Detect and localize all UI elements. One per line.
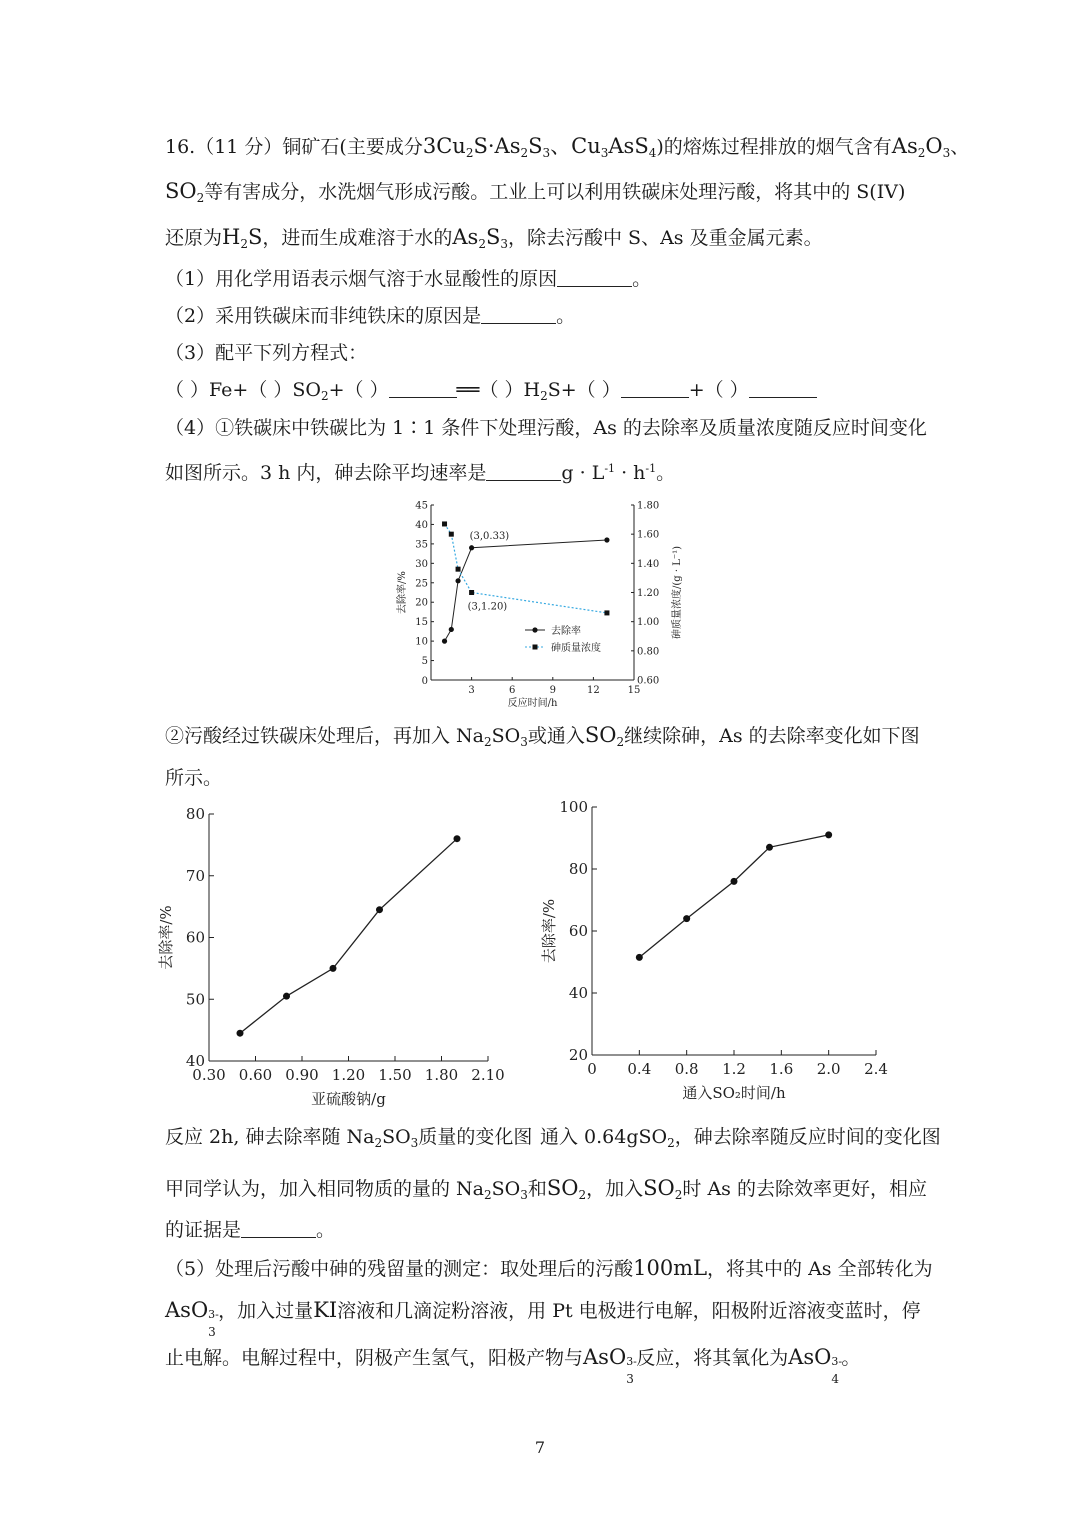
concentration-point bbox=[469, 590, 474, 595]
data-point bbox=[636, 954, 643, 961]
x-axis-title: 亚硫酸钠/g bbox=[311, 1090, 386, 1108]
balance-equation: （ ）Fe+（ ）$SO_2+$（ ） ══（ ）$H_2S+$（ ） +（ ） bbox=[165, 377, 817, 409]
data-point bbox=[766, 844, 773, 851]
x-axis-title: 反应时间/h bbox=[507, 698, 558, 709]
x-tick-label: 0.90 bbox=[285, 1066, 319, 1084]
x-tick-label: 1.80 bbox=[424, 1066, 459, 1084]
sub-question-1: （1）用化学用语表示烟气溶于水显酸性的原因 。 bbox=[165, 268, 652, 290]
data-point bbox=[330, 965, 337, 972]
data-point bbox=[683, 915, 690, 922]
legend-marker-concentration bbox=[533, 645, 538, 650]
x-tick-label: 1.20 bbox=[331, 1066, 366, 1084]
question-16-line-2: $SO_2$等有害成分，水洗烟气形成污酸。工业上可以利用铁碳床处理污酸，将其中的 S(IV) bbox=[165, 179, 906, 205]
y2-tick-label: 1.20 bbox=[637, 588, 660, 599]
y-tick-label: 30 bbox=[415, 558, 428, 570]
data-line bbox=[639, 835, 828, 957]
x-tick-label: 0.60 bbox=[238, 1066, 273, 1084]
data-point bbox=[825, 831, 832, 838]
y2-tick-label: 1.80 bbox=[637, 500, 660, 512]
legend-marker-removal bbox=[532, 627, 537, 632]
x-tick-label: 0.30 bbox=[192, 1066, 226, 1084]
y-tick-label: 0 bbox=[421, 676, 428, 687]
y-tick-label: 20 bbox=[568, 1046, 588, 1064]
annotation-label: (3,0.33) bbox=[469, 530, 510, 542]
sub-question-5-line-2: AsO 3- 3 ，加入过量KI溶液和几滴淀粉溶液，用 Pt 电极进行电解，阳极附近溶液变蓝时，停 bbox=[165, 1298, 921, 1339]
x-tick-label: 12 bbox=[587, 685, 600, 696]
na2so3-removal-chart bbox=[155, 798, 520, 1118]
x-tick-label: 2.4 bbox=[864, 1060, 888, 1078]
chart-caption-right: 通入 0.64gSO$_2$，砷去除率随反应时间的变化图 bbox=[540, 1126, 941, 1150]
x-tick-label: 3 bbox=[468, 685, 475, 696]
x-tick-label: 1.2 bbox=[722, 1060, 746, 1078]
removal-rate-point bbox=[442, 639, 447, 644]
y-tick-label: 25 bbox=[415, 578, 428, 590]
y-axis-title: 去除率/% bbox=[397, 571, 408, 614]
student-claim-line-2: 的证据是 。 bbox=[165, 1219, 336, 1241]
so2-time-removal-chart bbox=[540, 795, 900, 1105]
y2-tick-label: 0.80 bbox=[637, 646, 660, 658]
y-tick-label: 100 bbox=[559, 798, 588, 816]
x-tick-label: 1.50 bbox=[378, 1066, 412, 1084]
y-tick-label: 20 bbox=[415, 597, 428, 609]
y-tick-label: 50 bbox=[185, 990, 205, 1009]
y-tick-label: 80 bbox=[568, 860, 588, 878]
answer-blank bbox=[486, 462, 561, 481]
data-point bbox=[731, 878, 738, 885]
y-axis-title: 去除率/% bbox=[157, 905, 175, 970]
data-point bbox=[454, 835, 461, 842]
data-point bbox=[237, 1030, 244, 1037]
sub-question-5: （5）处理后污酸中砷的残留量的测定：取处理后的污酸100mL，将其中的 As 全部转化为 bbox=[165, 1256, 933, 1280]
x-tick-label: 15 bbox=[627, 685, 641, 696]
y2-tick-label: 0.60 bbox=[637, 675, 660, 687]
sub-question-4-line-2: 如图所示。3 h 内，砷去除平均速率是 $g \cdot L^{-1} \cdot h^{-1}$。 bbox=[165, 462, 676, 484]
legend-label: 去除率 bbox=[551, 626, 581, 637]
chart-caption-left: 反应 2h, 砷去除率随 $Na_2SO_3$质量的变化图 bbox=[165, 1126, 533, 1150]
y-tick-label: 5 bbox=[421, 656, 428, 668]
data-line bbox=[240, 839, 457, 1034]
page-number: 7 bbox=[534, 1438, 546, 1457]
removal-rate-point bbox=[604, 537, 609, 542]
y2-tick-label: 1.40 bbox=[637, 558, 660, 570]
y-tick-label: 40 bbox=[415, 519, 428, 531]
x-tick-label: 6 bbox=[509, 685, 516, 696]
x-tick-label: 1.6 bbox=[769, 1060, 794, 1078]
data-point bbox=[376, 906, 383, 913]
student-claim: 甲同学认为，加入相同物质的量的 $Na_2SO_3$和$SO_2$，加入$SO_2$时 As 的去除效率更好，相应 bbox=[165, 1176, 927, 1202]
y-tick-label: 40 bbox=[185, 1052, 205, 1070]
question-16-line-3: 还原为$H_2S$，进而生成难溶于水的$As_2S_3$，除去污酸中 S、As 及重金属元素。 bbox=[165, 225, 823, 251]
y-tick-label: 80 bbox=[185, 805, 205, 823]
sub-question-4-part-2-line-2: 所示。 bbox=[165, 767, 223, 789]
data-point bbox=[283, 993, 290, 1000]
concentration-point bbox=[442, 521, 447, 526]
y-tick-label: 60 bbox=[568, 922, 588, 940]
y-tick-label: 15 bbox=[415, 617, 428, 629]
x-tick-label: 2.0 bbox=[816, 1060, 841, 1078]
y2-axis-title: 砷质量浓度/(g · L⁻¹) bbox=[672, 545, 683, 640]
removal-rate-point bbox=[455, 578, 460, 583]
answer-blank bbox=[621, 379, 689, 398]
y-tick-label: 35 bbox=[415, 539, 428, 551]
sub-question-4: （4）①铁碳床中铁碳比为 1∶1 条件下处理污酸，As 的去除率及质量浓度随反应时间变化 bbox=[165, 417, 927, 439]
removal-rate-point bbox=[449, 627, 454, 632]
concentration-point bbox=[456, 567, 461, 572]
x-tick-label: 0 bbox=[587, 1060, 597, 1078]
y-axis-title: 去除率/% bbox=[540, 898, 558, 964]
y2-tick-label: 1.60 bbox=[637, 529, 660, 541]
y-tick-label: 70 bbox=[185, 866, 205, 885]
annotation-label: (3,1.20) bbox=[467, 601, 508, 613]
sub-question-2: （2）采用铁碳床而非纯铁床的原因是 。 bbox=[165, 305, 576, 327]
question-16-line-1: 16.（11 分）铜矿石(主要成分$3Cu_2S\cdot As_2S_3$、$Cu_3AsS_4$)的熔炼过程排放的烟气含有$As_2O_3$、 bbox=[165, 134, 970, 160]
concentration-point bbox=[449, 532, 454, 537]
legend-label: 砷质量浓度 bbox=[551, 643, 601, 654]
sub-question-3: （3）配平下列方程式： bbox=[165, 342, 368, 364]
y-tick-label: 10 bbox=[415, 636, 428, 648]
removal-rate-line bbox=[445, 540, 607, 641]
x-axis-title: 通入SO₂时间/h bbox=[682, 1084, 786, 1102]
answer-blank bbox=[749, 379, 817, 398]
removal-rate-point bbox=[469, 545, 474, 550]
answer-blank bbox=[241, 1219, 316, 1238]
concentration-point bbox=[604, 610, 609, 615]
y-tick-label: 60 bbox=[185, 928, 205, 947]
answer-blank bbox=[389, 379, 457, 398]
x-tick-label: 9 bbox=[549, 685, 556, 696]
x-tick-label: 0.8 bbox=[674, 1060, 699, 1078]
sub-question-4-part-2: ②污酸经过铁碳床处理后，再加入 $Na_2SO_3$或通入$SO_2$继续除砷，As 的去除率变化如下图 bbox=[165, 723, 920, 749]
x-tick-label: 2.10 bbox=[471, 1066, 505, 1084]
answer-blank bbox=[481, 305, 556, 324]
y-tick-label: 45 bbox=[415, 500, 428, 512]
answer-blank bbox=[557, 268, 632, 287]
removal-rate-concentration-chart bbox=[385, 495, 690, 710]
y2-tick-label: 1.00 bbox=[637, 617, 660, 629]
sub-question-5-line-3: 止电解。电解过程中，阴极产生氢气，阳极产物与AsO 3- 3 反应，将其氧化为AsO 3- 4 。 bbox=[165, 1345, 861, 1386]
x-tick-label: 0.4 bbox=[627, 1060, 652, 1078]
y-tick-label: 40 bbox=[568, 984, 588, 1002]
